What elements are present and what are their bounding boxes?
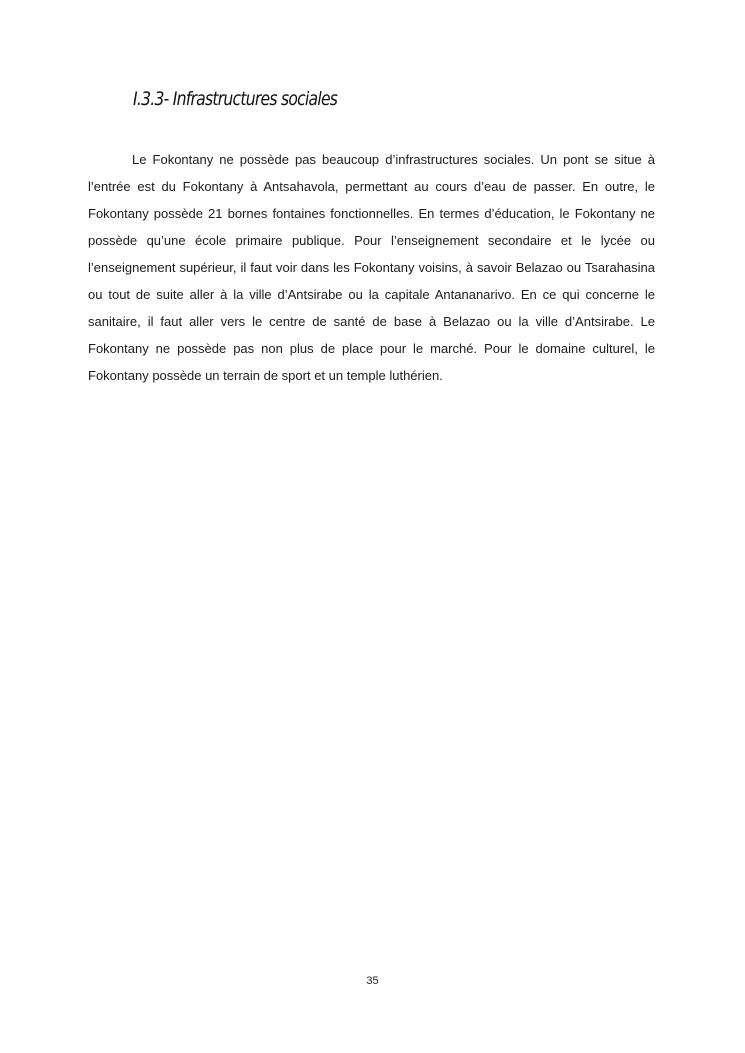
body-paragraph: Le Fokontany ne possède pas beaucoup d’infrastructures sociales. Un pont se situe à l’entrée est du Fokontany à Antsahavola, permettant au cours d’eau de passer. En outre, le Fokontany possède 21 bornes fontaines fonctionnelles. En termes d’éducation, le Fokontany ne possède qu’une école primaire publique. Pour l’enseignement secondaire et le lycée ou l’enseignement supérieur, il faut voir dans les Fokontany voisins, à savoir Belazao ou Tsarahasina ou tout de suite aller à la ville d’Antsirabe ou la capitale Antananarivo. En ce qui concerne le sanitaire, il faut aller vers le centre de santé de base à Belazao ou la ville d’Antsirabe. Le Fokontany ne possède pas non plus de place pour le marché. Pour le domaine culturel, le Fokontany possède un terrain de sport et un temple luthérien. [88,152,655,383]
section-heading: I.3.3- Infrastructures sociales [133,88,338,110]
page-number: 35 [366,975,379,987]
